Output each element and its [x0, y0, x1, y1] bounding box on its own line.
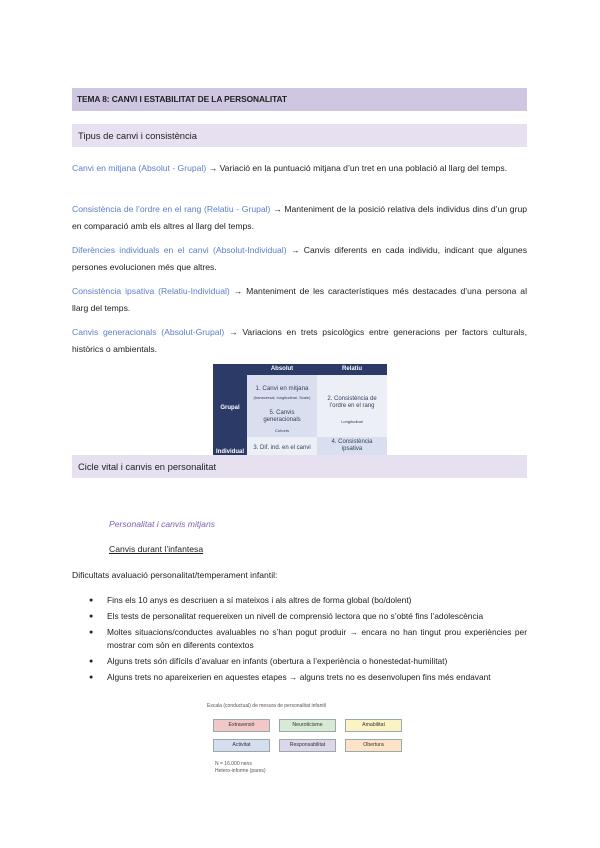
figure-note: Hetero-informe (pares)	[215, 768, 266, 774]
definition-rank-order	[72, 201, 527, 235]
definition-term: Consistència de l’ordre en el rang (Relatiu - Grupal)	[72, 204, 271, 214]
difficulties-list	[72, 594, 527, 687]
cell-generational: 5. Canvis generacionals	[263, 410, 301, 423]
change-types-table	[213, 364, 387, 466]
list-item: ● Alguns trets són difícils d’avaluar en infants (obertura a l’experiència o honestedat-humilitat)	[72, 655, 527, 668]
row-header-individual: Individual	[215, 449, 244, 455]
definition-text: Variació en la puntuació mitjana d’un tret en una població al llarg del temps.	[219, 163, 508, 173]
list-item: ● Els tests de personalitat requereixen un nivell de comprensió lectora que no s’obté fins l’adolescència	[72, 610, 527, 623]
definition-text: Variacions en trets psicològics entre generacions per factors culturals, històrics o ambientals.	[72, 327, 527, 354]
cell-mean-change: 1. Canvi en mitjana	[255, 385, 309, 392]
definition-text: Canvis diferents en cada individu, indicant que algunes persones evolucionen més que altres.	[72, 245, 528, 272]
definition-term: Consistència ipsativa (Relatiu-Individual)	[72, 286, 230, 296]
cell-rank-order: 2. Consistència de l’ordre en el rang	[327, 396, 377, 409]
cell-individual-diff: 3. Dif. ind. en el canvi	[253, 445, 311, 451]
cell-generational-sub: Cohorts	[274, 428, 289, 433]
definition-arrow: →	[206, 163, 220, 173]
subheading-mean-changes: Personalitat i canvis mitjans	[109, 519, 216, 529]
definition-term: Diferències individuals en el canvi (Absolut-Individual)	[72, 245, 287, 255]
definition-text: Manteniment de les característiques més destacades d’una persona al llarg del temps.	[72, 286, 527, 313]
cell-mean-change-sub: (transversal, longitudinal, Scale)	[253, 395, 311, 400]
traits-figure	[207, 700, 407, 780]
definition-arrow: →	[270, 204, 285, 214]
trait-box: Amabilitat	[345, 719, 402, 732]
trait-box: Responsabilitat	[279, 739, 336, 752]
definition-term: Canvi en mitjana (Absolut - Grupal)	[72, 163, 207, 173]
definition-individual-differences	[72, 242, 527, 276]
trait-box: Obertura	[345, 739, 402, 752]
definition-generational	[72, 324, 527, 358]
cell-rank-order-sub: Longitudinal	[341, 419, 363, 424]
list-item: ● Alguns trets no apareixerien en aquestes etapes → alguns trets no es desenvolupen fins més endavant	[72, 671, 527, 684]
definition-arrow: →	[286, 245, 304, 255]
definition-ipsative	[72, 283, 527, 317]
section-heading-life-cycle: Cicle vital i canvis en personalitat	[72, 455, 527, 478]
definition-text: Manteniment de la posició relativa dels individus dins d’un grup en comparació amb els altres al llarg del temps.	[72, 204, 527, 231]
figure-note: N = 16.000 nens	[215, 761, 252, 767]
section-heading-types: Tipus de canvi i consistència	[72, 124, 527, 147]
trait-box: Activitat	[213, 739, 270, 752]
subheading-childhood: Canvis durant l’infantesa	[109, 544, 204, 554]
cell-ipsative: 4. Consistència ipsativa	[331, 439, 373, 452]
list-item: ● Moltes situacions/conductes avaluables no s’han pogut produir → encara no han tingut prou experiències per mostrar com són en diferents contextos	[72, 626, 527, 652]
list-item: ● Fins els 10 anys es descriuen a sí mateixos i als altres de forma global (bo/dolent)	[72, 594, 527, 607]
trait-box: Extraversió	[213, 719, 270, 732]
definition-arrow: →	[229, 286, 247, 296]
col-header-relative: Relatiu	[341, 366, 362, 372]
definition-arrow: →	[224, 327, 243, 337]
definition-term: Canvis generacionals (Absolut-Grupal)	[72, 327, 225, 337]
col-header-absolute: Absolut	[270, 366, 294, 372]
definition-mean-change	[72, 160, 527, 177]
row-header-group: Grupal	[220, 405, 240, 411]
trait-box: Neuroticisme	[279, 719, 336, 732]
difficulties-label: Dificultats avaluació personalitat/temperament infantil:	[72, 570, 278, 580]
page-title: TEMA 8: CANVI I ESTABILITAT DE LA PERSONALITAT	[72, 88, 527, 111]
figure-caption: Escala (conductual) de mesura de personalitat infantil	[207, 703, 326, 709]
